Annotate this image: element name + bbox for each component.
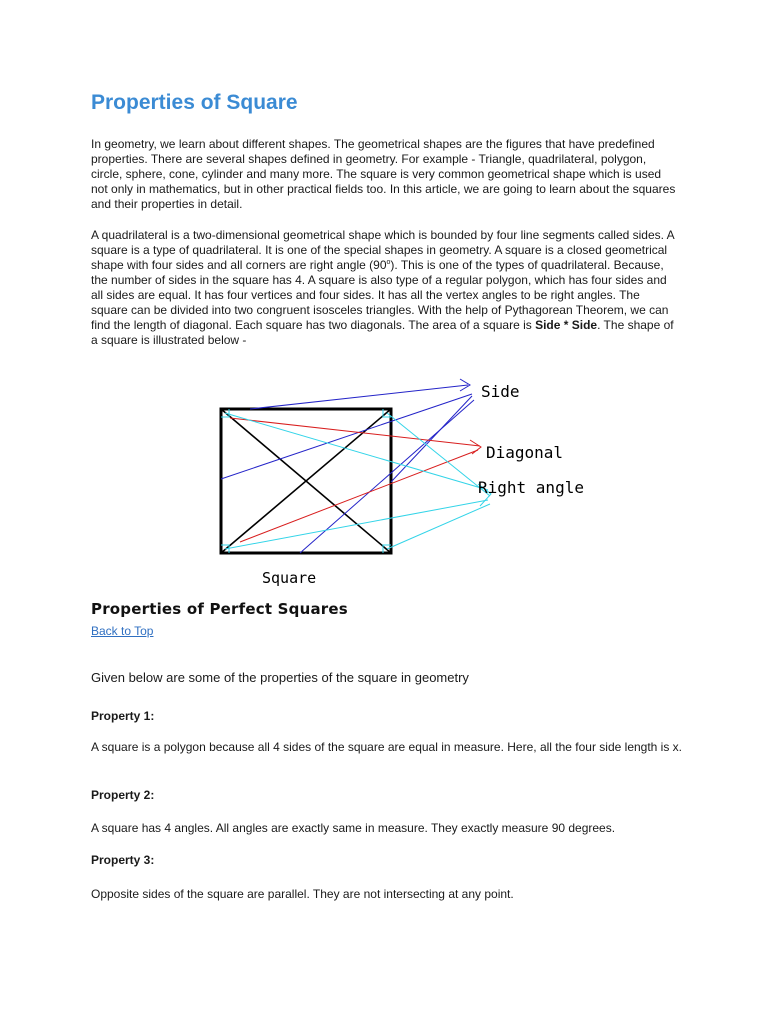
section-intro: Given below are some of the properties of the square in geometry	[91, 670, 469, 685]
area-formula: Side * Side	[535, 318, 598, 332]
angle-arrow-1	[225, 413, 488, 490]
diagonal-arrowhead	[470, 440, 481, 454]
angle-arrow-2	[387, 413, 490, 496]
property-2-heading: Property 2:	[91, 788, 155, 802]
property-3-text: Opposite sides of the square are parallel. They are not intersecting at any point.	[91, 887, 514, 901]
label-side: Side	[481, 382, 520, 401]
page-title: Properties of Square	[91, 91, 298, 114]
definition-text-3: . The shape of a square is illustrated below -	[91, 318, 674, 347]
label-square: Square	[262, 569, 317, 587]
property-2-text: A square has 4 angles. All angles are exactly same in measure. They exactly measure 90 degrees.	[91, 821, 616, 835]
definition-paragraph	[91, 228, 676, 348]
angle-arrows	[225, 413, 491, 549]
property-1-text: A square is a polygon because all 4 sides of the square are equal in measure. Here, all the four side length is x.	[91, 740, 683, 754]
definition-text-1: A quadrilateral is a two-dimensional geometrical shape which is bounded by four line segments called sides. A square is a type of quadrilateral. It is one of the special shapes in geometry. A square is a closed geometrical shape with four sides and all corners are right angle (90	[91, 228, 674, 272]
diagonal-arrow-2	[240, 450, 478, 542]
degree-superscript: o	[386, 259, 391, 266]
side-arrow-3	[391, 396, 472, 482]
definition-text-2: ). This is one of the types of quadrilateral. Because, the number of sides in the square has 4. A square is also type of a regular polygon, which has four sides and all sides are equal. It has four vertices and four sides. It has all the vertex angles to be right angles. The square can be divided into two congruent isosceles triangles. With the help of Pythagorean Theorem, we can find the length of diagonal. Each square has two diagonals. The area of a square is	[91, 258, 669, 332]
diagonal-arrow-1	[230, 418, 480, 446]
angle-arrow-4	[387, 504, 490, 549]
label-right-angle: Right angle	[478, 478, 584, 497]
side-arrow-1	[250, 385, 468, 409]
intro-paragraph: In geometry, we learn about different shapes. The geometrical shapes are the figures that have predefined properties. There are several shapes defined in geometry. For example - Triangle, quadrilateral, polygon, circle, sphere, cone, cylinder and many more. The square is very common geometrical shape which is used not only in mathematics, but in other practical fields too. In this article, we are going to learn about the squares and their properties in detail.	[91, 137, 676, 211]
property-1-heading: Property 1:	[91, 709, 155, 723]
back-to-top-link[interactable]: Back to Top	[91, 624, 154, 638]
square-diagram	[210, 372, 610, 594]
section-heading: Properties of Perfect Squares	[91, 600, 348, 618]
property-3-heading: Property 3:	[91, 853, 155, 867]
label-diagonal: Diagonal	[486, 443, 564, 462]
angle-arrow-3	[225, 500, 488, 549]
